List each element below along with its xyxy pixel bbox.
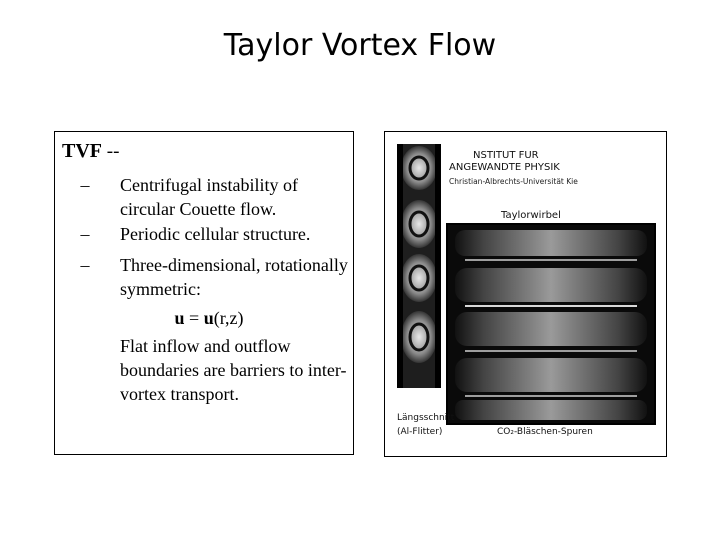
university-line: Christian-Albrechts-Universität Kie: [449, 177, 578, 186]
caption-right: CO₂-Bläschen-Spuren: [497, 427, 593, 437]
bullet-dash: –: [80, 224, 90, 244]
heading-dash: --: [102, 141, 120, 162]
bullet-dash: –: [80, 255, 90, 275]
bullet-text: Periodic cellular structure.: [120, 224, 311, 244]
taylor-vortex-photo: [384, 131, 667, 457]
equation-equals: =: [184, 308, 204, 328]
subject-label: Taylorwirbel: [501, 210, 561, 221]
panel-heading: [62, 140, 119, 163]
caption-left-1: Längsschnitt: [397, 413, 455, 423]
equation-args: (r,z): [213, 308, 244, 328]
transport-note: Flat inflow and outflow boundaries are barriers to inter-vortex transport.: [120, 336, 347, 404]
bullet-dash: –: [80, 175, 90, 195]
equation-lhs: u: [174, 308, 185, 328]
slide-title: Taylor Vortex Flow: [223, 28, 497, 63]
heading-abbrev: TVF: [62, 140, 102, 162]
caption-left-2: (Al-Flitter): [397, 427, 443, 437]
text-panel: [54, 131, 354, 455]
velocity-equation: [55, 308, 355, 329]
bullet-text: Centrifugal instability of circular Couette flow.: [120, 175, 298, 219]
photo-illustration: [385, 132, 667, 457]
bullet-text: Three-dimensional, rotationally symmetric:: [120, 255, 348, 299]
institute-line-2: ANGEWANDTE PHYSIK: [449, 162, 560, 173]
equation-rhs: u: [203, 308, 214, 328]
institute-line-1: NSTITUT FUR: [473, 150, 539, 161]
